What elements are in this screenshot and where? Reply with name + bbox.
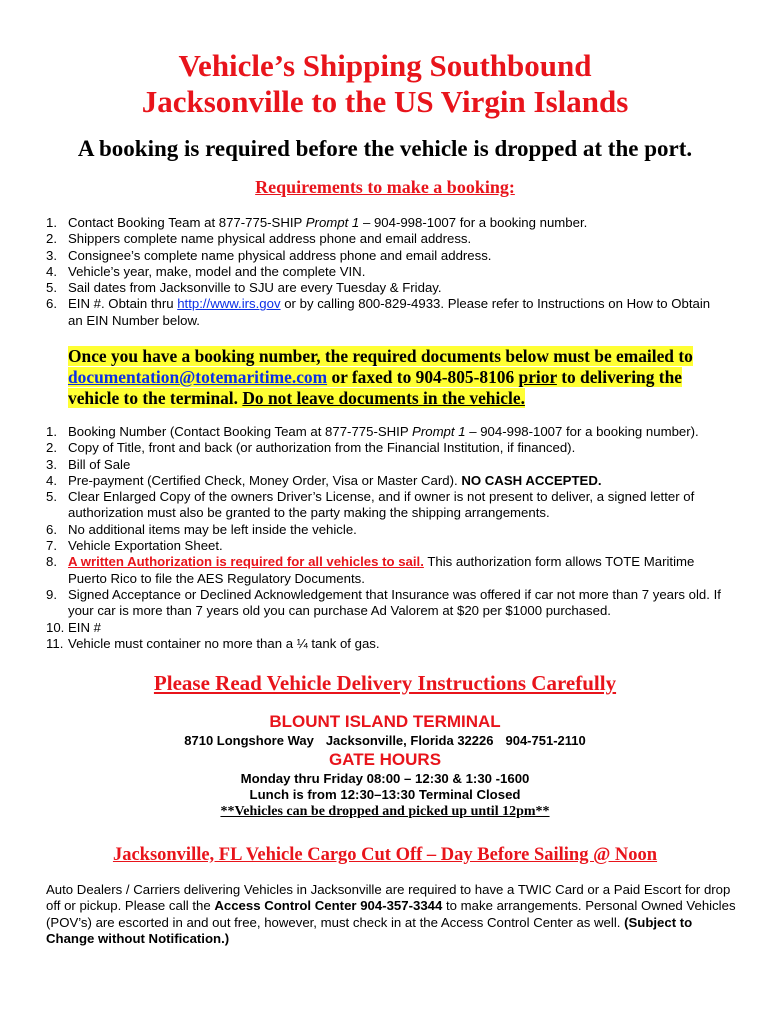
gate-hours: Monday thru Friday 08:00 – 12:30 & 1:30 -1600 Lunch is from 12:30–13:30 Terminal Closed (240, 771, 530, 802)
list-item: 4. Vehicle’s year, make, model and the complete VIN. (46, 263, 366, 279)
list-item: 1. Booking Number (Contact Booking Team at 877-775-SHIP Prompt 1 – 904-998-1007 for a booking number). (46, 424, 699, 439)
cutoff-heading: Jacksonville, FL Vehicle Cargo Cut Off – Day Before Sailing @ Noon (112, 845, 658, 865)
list-item: 6. EIN #. Obtain thru http://www.irs.gov or by calling 800-829-4933. Please refer to Instructions on How to Obtain an EIN Number below. (46, 296, 711, 328)
list-item: 1. Contact Booking Team at 877-775-SHIP Prompt 1 – 904-998-1007 for a booking number. (46, 215, 588, 230)
list-item: 6. No additional items may be left inside the vehicle. (46, 521, 357, 537)
page-title-line2: Jacksonville to the US Virgin Islands (141, 84, 629, 119)
list-item: 3. Consignee’s complete name physical address phone and email address. (46, 247, 492, 263)
page-subtitle: A booking is required before the vehicle is dropped at the port. (77, 136, 693, 161)
documents-list (46, 424, 726, 652)
terminal-name: BLOUNT ISLAND TERMINAL (269, 712, 501, 731)
list-item: 8. A written Authorization is required for all vehicles to sail. This authorization form allows TOTE Maritime Puerto Rico to file the AES Regulatory Documents. (46, 554, 695, 586)
drop-note: **Vehicles can be dropped and picked up until 12pm** (220, 804, 550, 819)
documentation-email-link[interactable]: documentation@totemaritime.com (68, 367, 328, 387)
list-item: 9. Signed Acceptance or Declined Acknowledgement that Insurance was offered if car not more than 7 years old. If your car is more than 7 years old you can purchase Ad Valorem at $20 per $1000 purchased. (46, 586, 721, 619)
terminal-address: 8710 Longshore Way Jacksonville, Florida 32226 904-751-2110 (184, 733, 586, 748)
list-item: 2. Copy of Title, front and back (or authorization from the Financial Institution, if financed). (46, 440, 576, 456)
list-item: 2. Shippers complete name physical address phone and email address. (46, 231, 472, 247)
requirements-list (46, 215, 726, 329)
irs-link[interactable]: http://www.irs.gov (177, 296, 281, 312)
list-item: 4. Pre-payment (Certified Check, Money Order, Visa or Master Card). NO CASH ACCEPTED. (46, 472, 602, 488)
list-item: 11. Vehicle must container no more than a ¼ tank of gas. (46, 635, 380, 651)
list-item: 5. Clear Enlarged Copy of the owners Driver’s License, and if owner is not present to deliver, a signed letter of authorization must also be granted to the party making the shipping arrangements. (46, 489, 695, 521)
list-item: 3. Bill of Sale (46, 456, 131, 472)
list-item: 10. EIN # (46, 619, 101, 635)
gate-hours-heading: GATE HOURS (328, 750, 442, 769)
list-item: 5. Sail dates from Jacksonville to SJU are every Tuesday & Friday. (46, 280, 442, 296)
page-title-line1: Vehicle’s Shipping Southbound (178, 48, 592, 83)
requirements-heading: Requirements to make a booking: (255, 177, 515, 197)
access-paragraph: Auto Dealers / Carriers delivering Vehicles in Jacksonville are required to have a TWIC Card or a Paid Escort for drop off or pickup. Please call the Access Control Center 904-357-3344 to make arrangements. Personal Owned Vehicles (POV’s) are escorted in and out free, however, must check in at the Access Control Center as well. (Subject to Change without Notification.) (46, 882, 736, 946)
documents-notice: Once you have a booking number, the required documents below must be emailed to documentation@totemaritime.com or faxed to 904-805-8106 prior to delivering the vehicle to the terminal. Do not leave documents in the vehicle. (68, 346, 693, 408)
delivery-heading: Please Read Vehicle Delivery Instructions Carefully (153, 671, 617, 695)
list-item: 7. Vehicle Exportation Sheet. (46, 538, 223, 554)
